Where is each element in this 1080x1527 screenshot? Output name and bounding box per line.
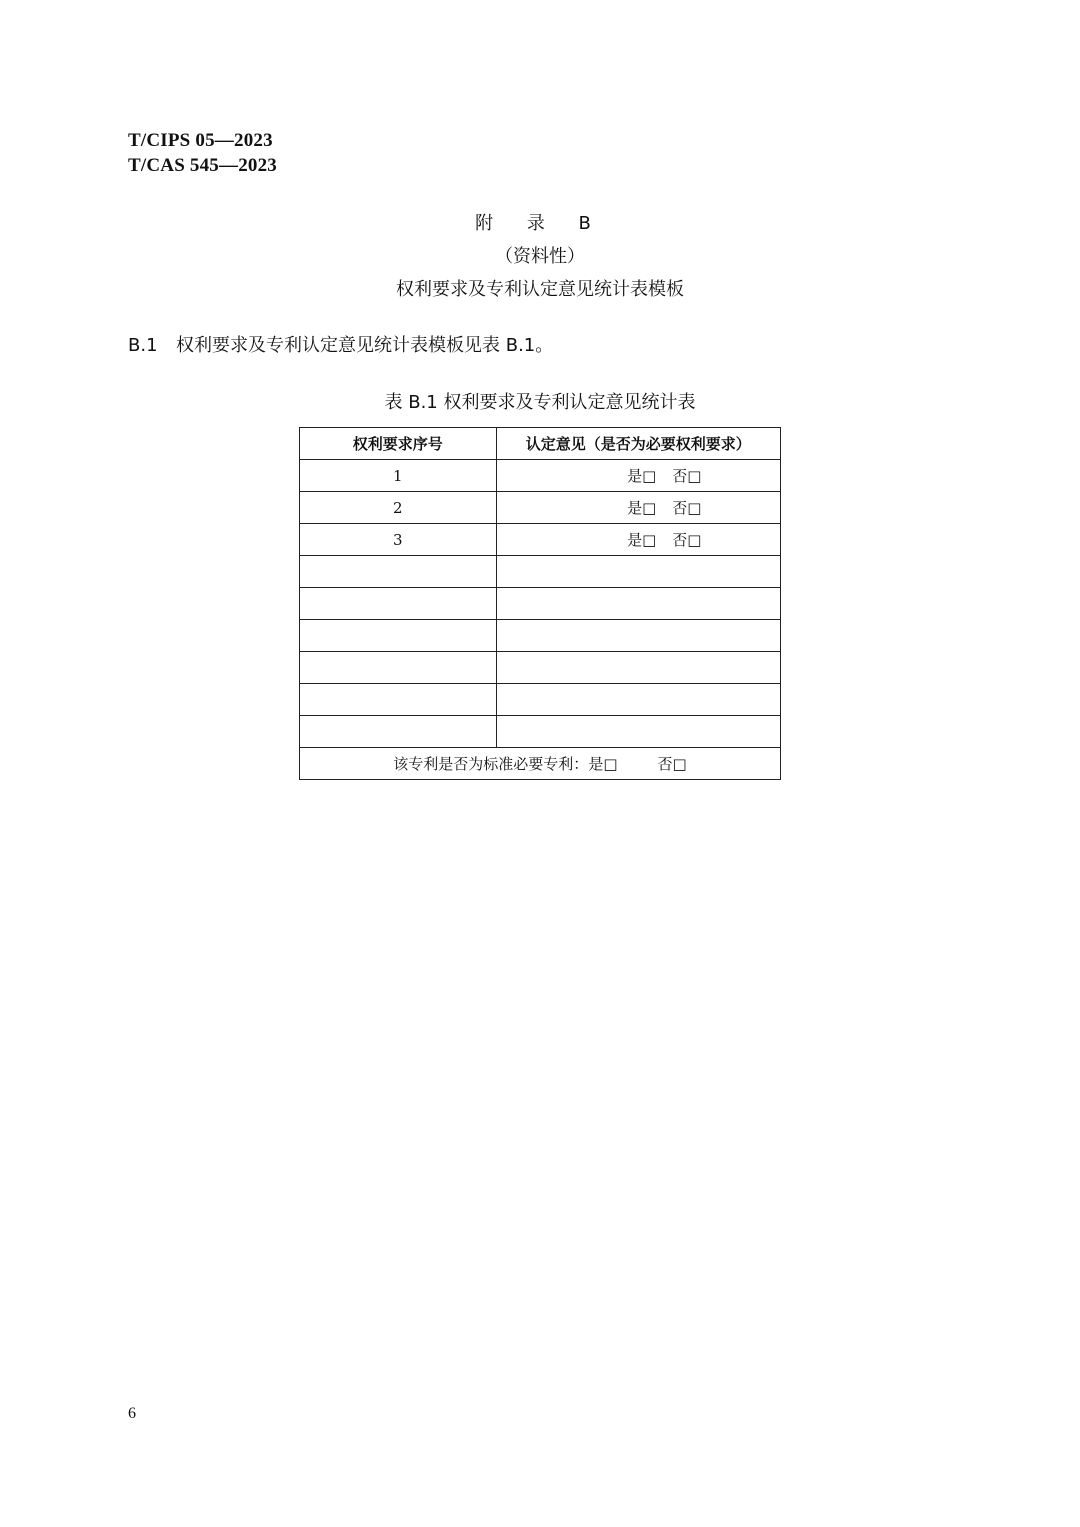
opinion-cell [496, 524, 780, 556]
table-row [300, 652, 781, 684]
claim-index-cell [300, 684, 497, 716]
opinion-cell [496, 716, 780, 748]
footer-question-text: 该专利是否为标准必要专利： [393, 755, 589, 773]
opinion-cell [496, 492, 780, 524]
footer-no-checkbox[interactable]: 否□ [657, 755, 687, 773]
yes-checkbox[interactable]: 是□ [627, 531, 657, 549]
document-code-2: T/CAS 545—2023 [128, 155, 278, 176]
no-checkbox[interactable]: 否□ [672, 467, 702, 485]
header-opinion: 认定意见（是否为必要权利要求） [496, 428, 780, 460]
footer-yes-checkbox[interactable]: 是□ [588, 755, 618, 773]
no-checkbox[interactable]: 否□ [672, 499, 702, 517]
table-caption: 表 B.1 权利要求及专利认定意见统计表 [384, 392, 696, 413]
clause-b1 [128, 331, 553, 357]
table-header-row [300, 428, 781, 460]
opinion-cell [496, 684, 780, 716]
opinion-cell [496, 620, 780, 652]
claim-index-cell [300, 652, 497, 684]
claim-index-cell: 1 [300, 460, 497, 492]
document-code-1: T/CIPS 05—2023 [128, 130, 273, 151]
table-row [300, 684, 781, 716]
page-number: 6 [128, 1405, 136, 1422]
table-row [300, 492, 781, 524]
claim-index-cell: 2 [300, 492, 497, 524]
claim-index-cell [300, 556, 497, 588]
opinion-cell [496, 460, 780, 492]
claim-index-cell [300, 620, 497, 652]
appendix-name: 权利要求及专利认定意见统计表模板 [396, 279, 684, 300]
no-checkbox[interactable]: 否□ [672, 531, 702, 549]
opinion-cell [496, 652, 780, 684]
header-claim-index: 权利要求序号 [300, 428, 497, 460]
yes-checkbox[interactable]: 是□ [627, 467, 657, 485]
claim-index-cell: 3 [300, 524, 497, 556]
clause-number: B.1 [128, 335, 158, 356]
appendix-title: 附 录 B [475, 213, 605, 234]
table-row [300, 620, 781, 652]
standard-essential-patent-question [300, 748, 781, 780]
table-row [300, 716, 781, 748]
claim-index-cell [300, 588, 497, 620]
opinion-cell [496, 588, 780, 620]
clause-text: 权利要求及专利认定意见统计表模板见表 B.1。 [176, 335, 554, 356]
table-footer-row [300, 748, 781, 780]
yes-checkbox[interactable]: 是□ [627, 499, 657, 517]
table-row [300, 556, 781, 588]
claim-index-cell [300, 716, 497, 748]
statistics-table [299, 427, 781, 780]
opinion-cell [496, 556, 780, 588]
appendix-type: （资料性） [495, 246, 585, 267]
table-row [300, 460, 781, 492]
table-row [300, 588, 781, 620]
table-row [300, 524, 781, 556]
